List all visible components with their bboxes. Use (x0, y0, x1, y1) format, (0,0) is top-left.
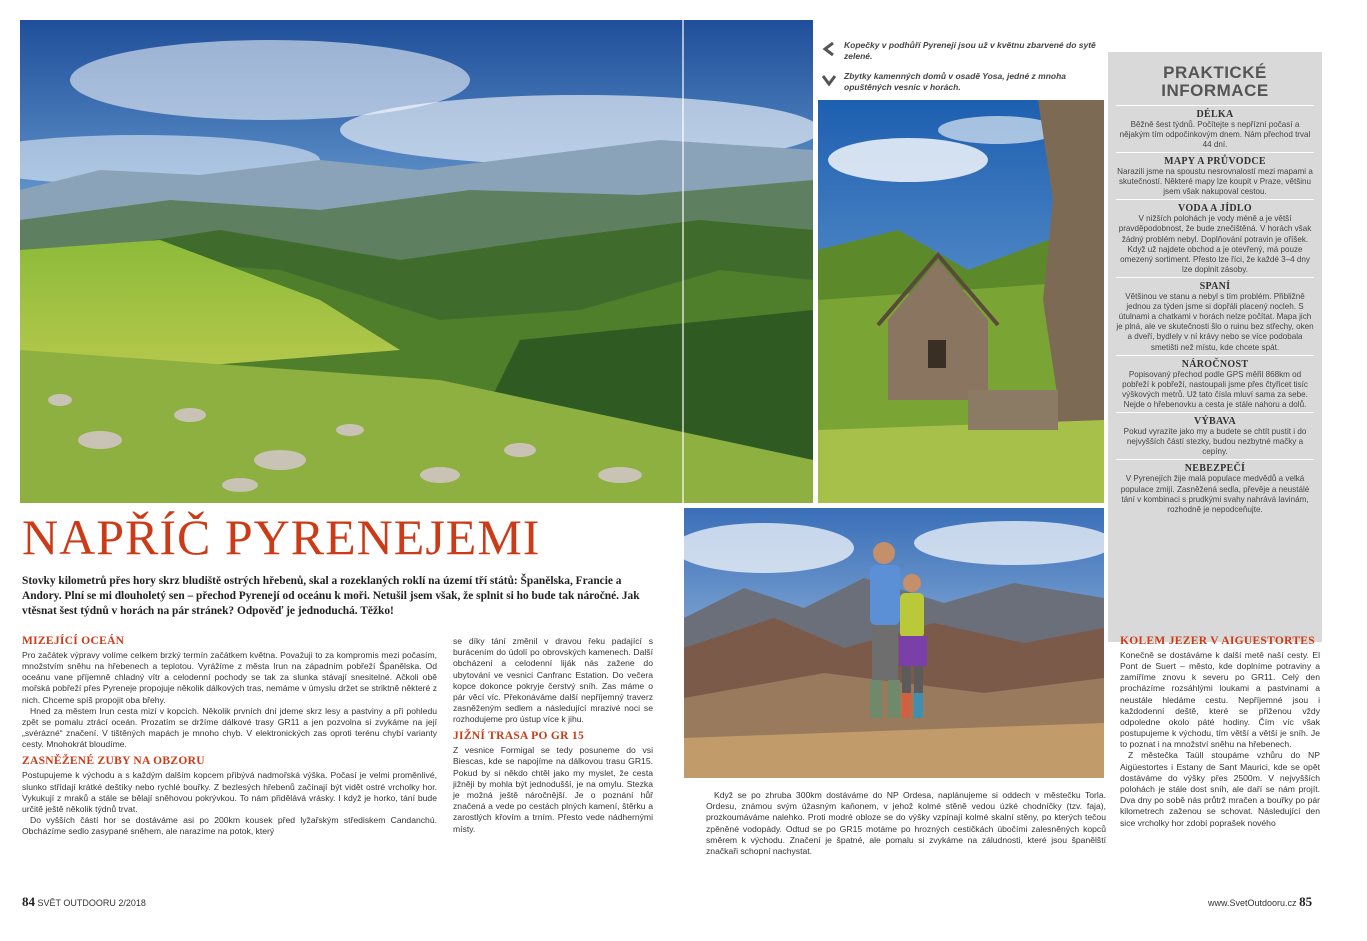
footer-left (22, 894, 146, 910)
paragraph: Když se po zhruba 300km dostáváme do NP Ordesa, naplánujeme si oddech v městečku Torla. Ordesu, známou svým úžasným kaňonem, v jehož kolmé stěně vedou úzké chodníčky (tzv. faja), prozkoumáváme nalehko. Proti modré obloze se do výšky vzpínají kolmé skalní stěny, po kterých tečou zpěněné vodopády. Odtud se po GR15 motáme po hrozných cestičkách úbočími zalesněných kopců směrem k východu. Značení je špatné, ale pomalu si zvykáme na záludnosti, které jsou španělští značkaři schopní nachystat. (706, 790, 1106, 856)
article-column-2 (453, 636, 653, 835)
practical-info-box (1108, 52, 1322, 642)
paragraph: Hned za městem Irun cesta mizí v kopcích. Několik prvních dní jdeme skrz lesy a pastviny a při pohledu zpět se pomalu ztrácí oceán. Prozatím se držíme dálkové trasy GR11 a jen pozvolna si zvykáme na její „svérázné“ značení. V tištěných mapách je mnoho chyb. V elektronických zas oproti terénu chybí varianty cesty. Mnohokrát bloudíme. (22, 705, 437, 750)
section-heading-ocean: MIZEJÍCÍ OCEÁN (22, 635, 125, 647)
article-headline: NAPŘÍČ PYRENEJEMI (22, 509, 541, 565)
paragraph: Konečně se dostáváme k další metě naší cesty. El Pont de Suert – město, kde doplníme potraviny a zamíříme znovu k severu po GR11. Celý den procházíme rozsáhlými loukami a pastvinami a neustále hledáme cestu. Nepříjemné jsou i každodenní deště, které se přiženou vždy odpoledne okolo páté hodiny. Čím víc však postupujeme k východu, tím větší a větší je sníh. Je to poznat i na množství sněhu na hřebenech. (1120, 649, 1320, 750)
article-column-1 (22, 634, 437, 837)
info-title: PRAKTICKÉ INFORMACE (1161, 63, 1269, 101)
info-section-gear: VÝBAVA Pokud vyrazíte jako my a budete se chtít pustit i do nejvyšších částí stezky, budou nezbytné mačky a cepíny. (1116, 412, 1314, 457)
paragraph: Postupujeme k východu a s každým dalším kopcem přibývá nadmořská výška. Počasí je velmi proměnlivé, slunko střídají krátké deštíky nebo rychlé bouřky. Z bezlesých hřebenů začínají být vidět ostré vrcholky hor. Vykukují z mraků a stále se bělají sněhovou pokrývkou. To nám přidělává vrásky. I když je horko, tání bude určitě ještě několik týdnů trvat. (22, 770, 437, 814)
main-landscape-photo (20, 20, 813, 503)
info-section-maps: MAPY A PRŮVODCE Narazili jsme na spoustu nesrovnalostí mezi mapami a skutečností. Některé mapy lze koupit v Praze, většinu jsem však nakupoval cestou. (1116, 152, 1314, 197)
info-section-length: DÉLKA Běžně šest týdnů. Počítejte s nepřízní počasí a nějakým tím odpočinkovým dnem. Nám přechod trval 44 dní. (1116, 105, 1314, 150)
magazine-url: www.SvetOutdooru.cz (1208, 898, 1297, 908)
article-column-4 (1120, 634, 1320, 829)
hikers-summit-photo (684, 508, 1104, 778)
caption-ruin: Zbytky kamenných domů v osadě Yosa, jedné z mnoha opuštěných vesnic v horách. (818, 71, 1098, 92)
stone-ruin-photo (818, 100, 1104, 503)
photo-captions (818, 40, 1098, 103)
section-heading-snowy-peaks: ZASNĚŽENÉ ZUBY NA OBZORU (22, 755, 205, 768)
chevron-left-icon (822, 42, 836, 56)
chevron-down-icon (822, 73, 836, 87)
article-column-3 (706, 790, 1106, 857)
info-section-sleeping: SPANÍ Většinou ve stanu a nebyl s tím problém. Přibližně jednou za týden jsme si dopřáli placený nocleh. S útulnami a chatkami v horách nelze počítat. Mapa jich je plná, ale ve skutečnosti šlo o ruinu bez střechy, oken a dveří, bydlely v ní krávy nebo se více podobala smetišti než místu, kde chcete spát. (1116, 277, 1314, 353)
info-section-difficulty: NÁROČNOST Popisovaný přechod podle GPS měřil 868km od pobřeží k pobřeží, nastoupali jsme přes čtyřicet tisíc výškových metrů. Už tato čísla mluví sama za sebe. Nejde o hřebenovku a cesta je stále nahoru a dolů. (1116, 355, 1314, 410)
info-section-water-food: VODA A JÍDLO V nižších polohách je vody méně a je větší pravděpodobnost, že bude znečištěná. V horách však žádný problém nebyl. Doplňování potravin je oříšek. Když už najdete obchod a je otevřený, má pouze omezený sortiment. Přesto lze říci, že každé 3–4 dny lze doplnit zásoby. (1116, 199, 1314, 275)
footer-right (1208, 894, 1312, 910)
page-number-left: 84 (22, 894, 35, 909)
section-heading-gr15: JIŽNÍ TRASA PO GR 15 (453, 730, 585, 743)
paragraph: Z městečka Taüll stoupáme vzhůru do NP Aigüestortes i Estany de Sant Maurici, kde se opět dostáváme do výšky přes 2500m. V nejvyšších polohách je stále dost sníh, ale daří se nám projít. Dva dny po sobě nás průtrž mračen a bouřky po pár kilometrech zaženou se schovat. Následující den sice vrcholky hor zdobí poprašek nového (1120, 750, 1320, 828)
paragraph: se díky tání změnil v dravou řeku padající s burácením do údolí po obrovských kamenech. Další obcházení a celodenní liják nás zažene do ubytování ve vesnici Canfranc Estation. Do večera kopce dokonce pokryje čerstvý sníh. Zas máme o pár věcí víc. Překonáváme další nepříjemný traverz zasněženým sedlem a následující mrazivé noci se rozhodujeme pro ústup více k jihu. (453, 636, 653, 725)
section-heading-aiguestortes: KOLEM JEZER V AIGUESTORTES (1120, 635, 1315, 647)
paragraph: Do vyšších částí hor se dostáváme asi po 200km kousek před lyžařským střediskem Candanchú. Obcházíme sedlo zasypané sněhem, ale narazíme na potok, který (22, 815, 437, 837)
caption-landscape: Kopečky v podhůří Pyrenejí jsou už v květnu zbarvené do sytě zelené. (818, 40, 1098, 61)
magazine-issue: SVĚT OUTDOORU 2/2018 (37, 898, 146, 908)
page-number-right: 85 (1299, 894, 1313, 909)
paragraph: Pro začátek výpravy volíme celkem brzký termín začátkem května. Považuji to za kompromis mezi počasím, množstvím sněhu na hřebenech a teplotou. Vyrážíme z města Irun na západním pobřeží Španělska. Od oceánu vane příjemně chladný vítr a celodenní pochody se tak za slunka stávají snesitelné. Ačkoli obě mořská pobřeží přes Pyreneje propojuje několik dálkových tras, nemáme v úmyslu držet se striktně některé z nich. Chceme spíš propojit oba břehy. (22, 649, 437, 705)
article-lead: Stovky kilometrů přes hory skrz bludiště ostrých hřebenů, skal a rozeklaných roklí na území tří států: Španělska, Francie a Andory. Plní se mi dlouholetý sen – přechod Pyrenejí od oceánu k moři. Netušil jsem však, že splnit si ho bude tak náročné. Jak vtěsnat šest týdnů v horách na pár stránek? Odpověď je jednoduchá. Těžko! (22, 575, 640, 618)
paragraph: Z vesnice Formigal se tedy posuneme do vsi Biescas, kde se napojíme na dálkovou trasu GR15. Pokud by si někdo chtěl jako my myslet, že cesta jižněji by mohla být jednodušší, je na omylu. Stezka je možná ještě náročnější. Je o poznání hůř značená a vede po cestách plných kamení, štěrku a zarostlých křovím a trním. Přesto vede nádhernými místy. (453, 745, 653, 834)
info-section-danger: NEBEZPEČÍ V Pyrenejích žije malá populace medvědů a velká populace zmijí. Zasněžená sedla, převěje a neustálé tání v kombinaci s prudkými svahy nahrává lavinám, rozhodně je nepodceňujte. (1116, 459, 1314, 514)
